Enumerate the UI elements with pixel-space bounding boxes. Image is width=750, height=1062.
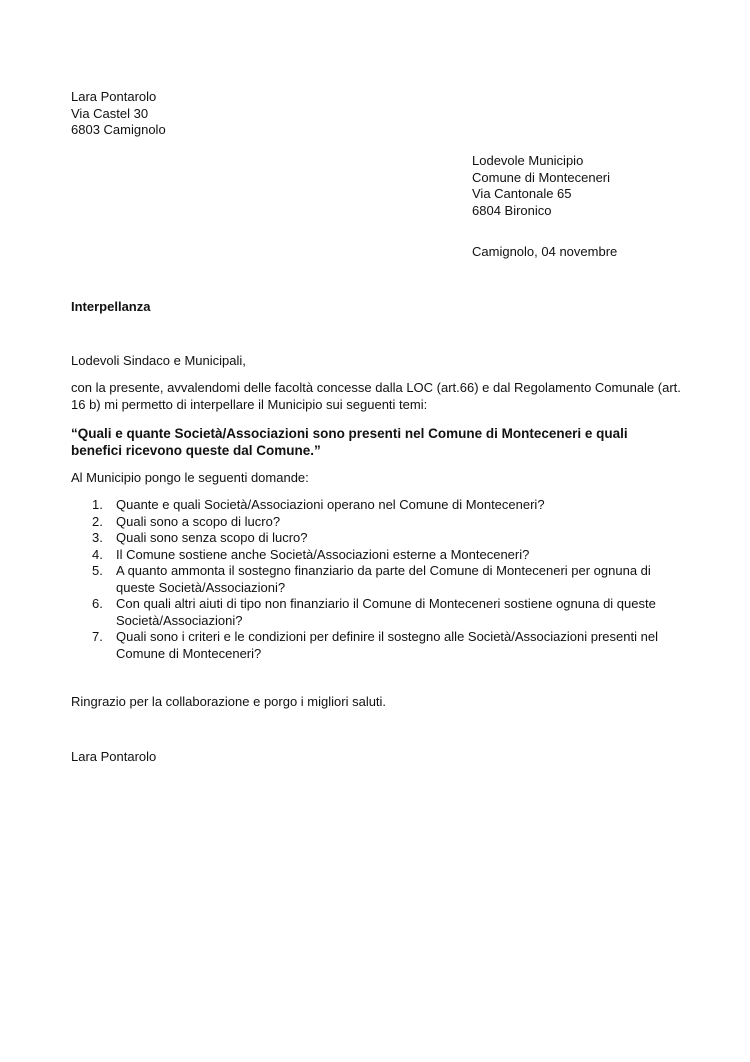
salutation: Lodevoli Sindaco e Municipali, — [71, 353, 246, 368]
list-item — [92, 563, 682, 596]
list-item — [92, 596, 682, 629]
list-item-number: 1. — [92, 497, 103, 512]
recipient-line-4: 6804 Bironico — [472, 202, 552, 218]
sender-city: 6803 Camignolo — [71, 122, 166, 137]
list-item-text: Quali sono senza scopo di lucro? — [116, 530, 308, 545]
sender-name: Lara Pontarolo — [71, 89, 157, 104]
list-item — [92, 530, 682, 547]
sender-street: Via Castel 30 — [71, 105, 149, 121]
closing-line: Ringrazio per la collaborazione e porgo i migliori saluti. — [71, 694, 387, 709]
list-item — [92, 514, 682, 531]
list-item — [92, 497, 682, 514]
letter-subject: Interpellanza — [71, 299, 151, 314]
questions-list — [92, 497, 682, 662]
recipient-line-3: Via Cantonale 65 — [472, 186, 572, 201]
sender-address — [71, 89, 166, 139]
list-item — [92, 547, 682, 564]
topic-quote: “Quali e quante Società/Associazioni sono presenti nel Comune di Monteceneri e quali benefici ricevono queste dal Comune.” — [71, 426, 628, 458]
recipient-address — [472, 153, 610, 219]
list-item-text: Quante e quali Società/Associazioni operano nel Comune di Monteceneri? — [116, 497, 545, 512]
list-item — [92, 629, 682, 662]
list-item-text: Quali sono a scopo di lucro? — [116, 513, 281, 529]
list-item-text: A quanto ammonta il sostegno finanziario da parte del Comune di Monteceneri per ognuna di queste Società/Associazioni? — [116, 563, 651, 595]
list-item-number: 6. — [92, 596, 103, 611]
list-item-number: 5. — [92, 563, 103, 578]
recipient-line-2: Comune di Monteceneri — [472, 169, 611, 185]
signature-name: Lara Pontarolo — [71, 749, 157, 764]
list-item-text: Con quali altri aiuti di tipo non finanziario il Comune di Monteceneri sostiene ognuna di queste Società/Associazioni? — [116, 596, 656, 628]
list-item-number: 3. — [92, 530, 103, 545]
intro-paragraph: con la presente, avvalendomi delle facoltà concesse dalla LOC (art.66) e dal Regolamento Comunale (art. 16 b) mi permetto di interpellare il Municipio sui seguenti temi: — [71, 380, 681, 412]
list-item-text: Quali sono i criteri e le condizioni per definire il sostegno alle Società/Associazioni presenti nel Comune di Monteceneri? — [116, 629, 658, 661]
recipient-line-1: Lodevole Municipio — [472, 153, 584, 168]
list-item-number: 7. — [92, 629, 103, 644]
questions-intro: Al Municipio pongo le seguenti domande: — [71, 470, 309, 485]
letter-date: Camignolo, 04 novembre — [472, 244, 618, 259]
list-item-number: 4. — [92, 546, 103, 562]
list-item-text: Il Comune sostiene anche Società/Associazioni esterne a Monteceneri? — [116, 546, 530, 562]
list-item-number: 2. — [92, 513, 103, 529]
